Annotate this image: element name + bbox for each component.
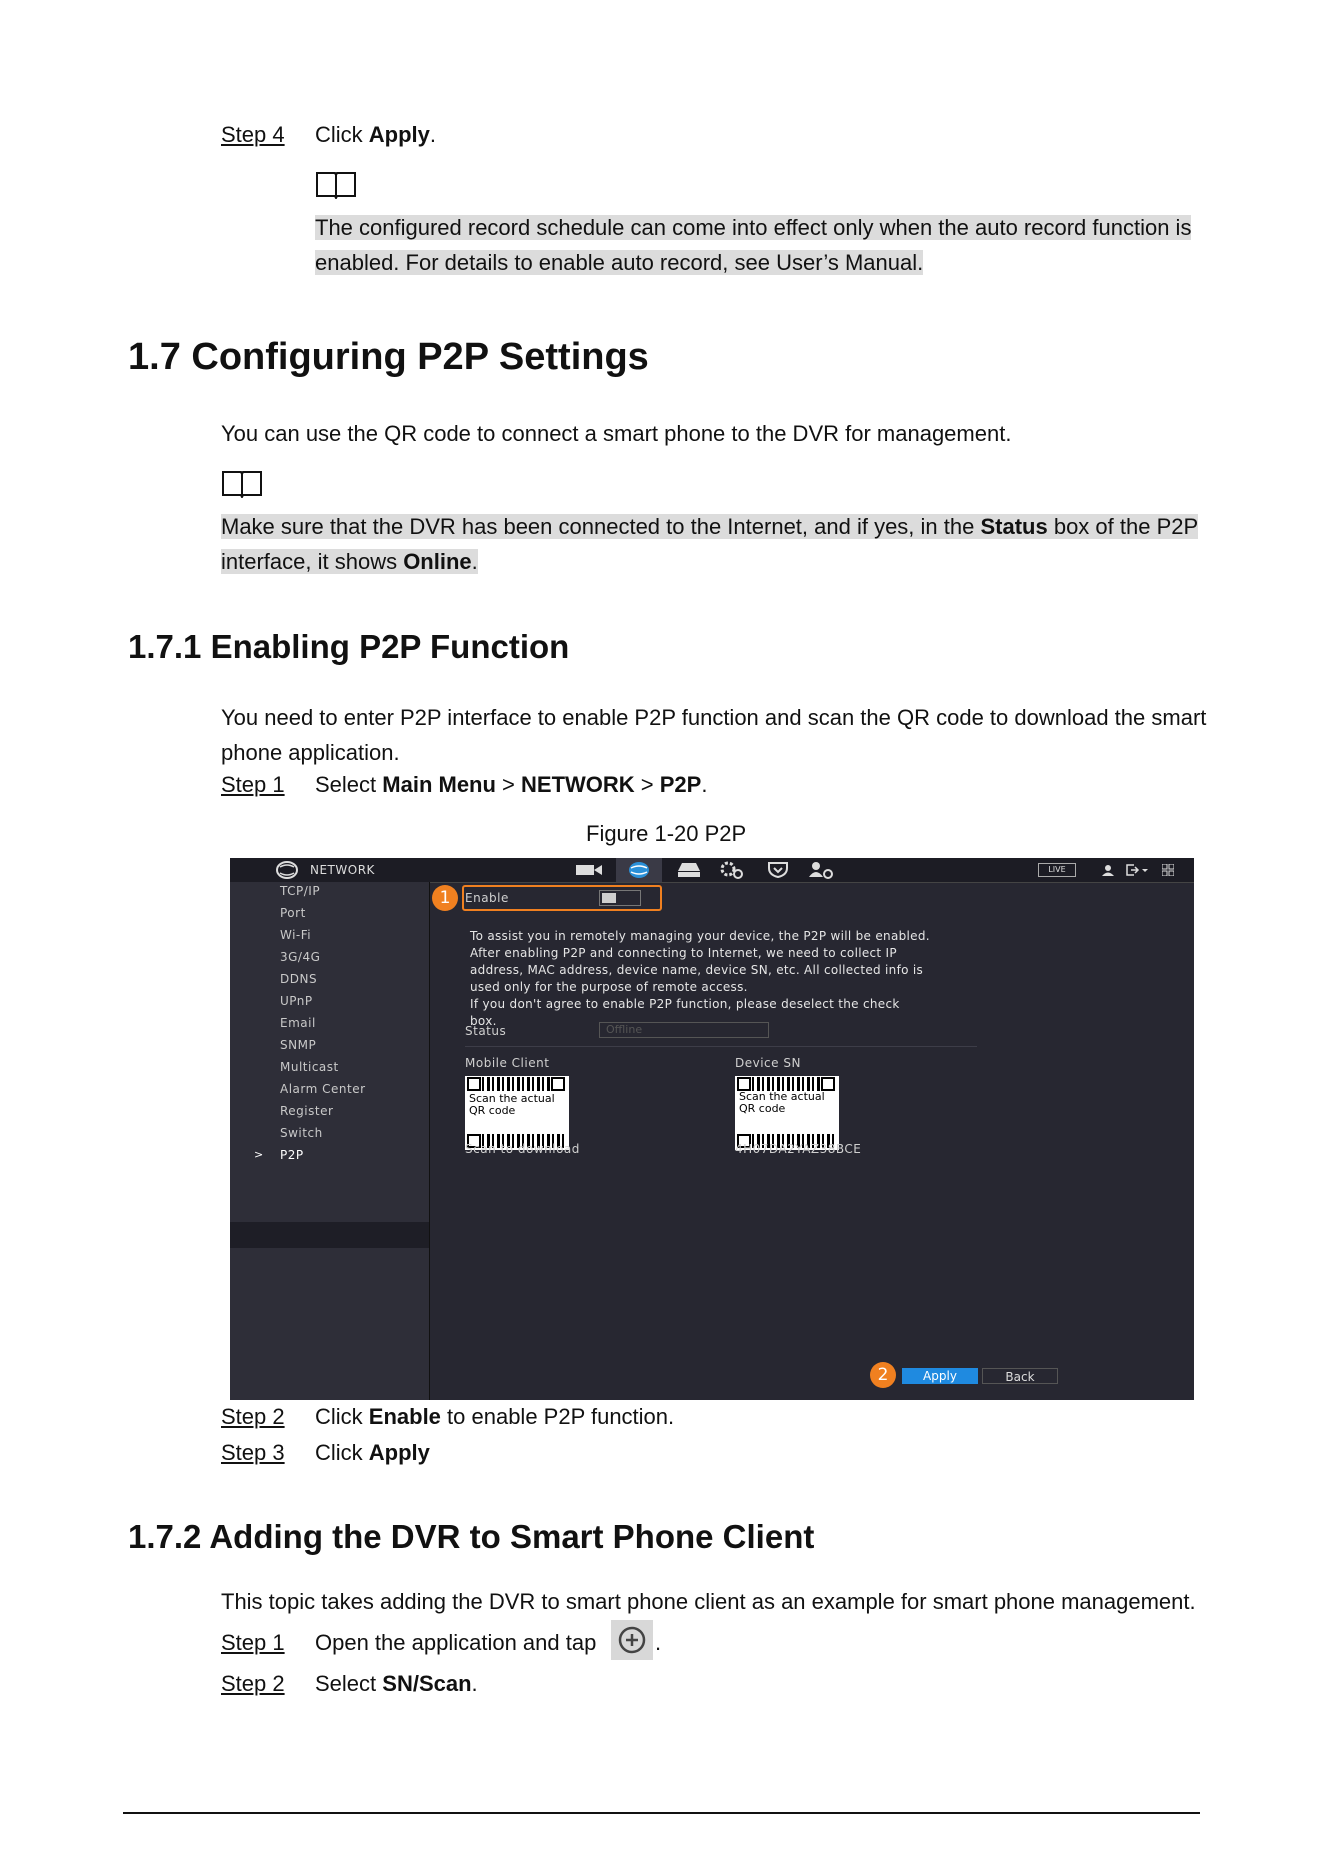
device-sn-value: 4H07DA2YAZ38BCE	[735, 1142, 862, 1156]
sidebar-selected-arrow: >	[254, 1148, 264, 1161]
storage-icon[interactable]	[678, 863, 700, 877]
network-tab-active[interactable]	[616, 858, 662, 882]
p2p-info-text: To assist you in remotely managing your device, the P2P will be enabled. After enabling P2P and connecting to Internet, we need to collect IP address, MAC address, device name, device SN, etc. All collected info is used only for the purpose of remote access. If you don't agree to enable P2P function, please deselect the check box.	[470, 929, 930, 1028]
live-button[interactable]: LIVE	[1038, 863, 1076, 877]
apply-button[interactable]: Apply	[902, 1368, 978, 1384]
dvr-top-bar	[230, 858, 1194, 883]
security-shield-icon[interactable]	[768, 862, 788, 878]
figure-caption: Figure 1-20 P2P	[586, 821, 747, 846]
callout-badge: 1	[432, 885, 458, 911]
note-book-icon	[221, 468, 263, 498]
step-label: Step 1	[221, 1630, 285, 1655]
back-button[interactable]: Back	[982, 1368, 1058, 1384]
divider	[465, 1046, 977, 1047]
network-globe-icon	[276, 861, 298, 879]
sidebar-selected-row	[230, 1222, 429, 1248]
step-text: Click Apply.	[315, 122, 437, 147]
intro-text: You can use the QR code to connect a smart phone to the DVR for management.	[221, 421, 1012, 446]
sidebar-item-snmp[interactable]: SNMP	[280, 1038, 317, 1052]
sidebar-item-p2p[interactable]: P2P	[280, 1148, 304, 1162]
enable-checkbox[interactable]	[599, 890, 641, 906]
sidebar-item-tcpip[interactable]: TCP/IP	[280, 884, 321, 898]
step-text: Click Enable to enable P2P function.	[315, 1404, 675, 1429]
sidebar-item-register[interactable]: Register	[280, 1104, 334, 1118]
step-label: Step 1	[221, 772, 285, 797]
sidebar-item-ddns[interactable]: DDNS	[280, 972, 318, 986]
p2p-panel	[430, 882, 1194, 1400]
enable-label: Enable	[465, 891, 509, 905]
subsection-heading: 1.7.2 Adding the DVR to Smart Phone Client	[128, 1518, 815, 1555]
add-device-icon[interactable]	[611, 1620, 653, 1660]
user-icon[interactable]	[1102, 864, 1114, 876]
sidebar-item-email[interactable]: Email	[280, 1016, 316, 1030]
sidebar-item-3g4g[interactable]: 3G/4G	[280, 950, 321, 964]
mobile-client-qr: Scan the actual QR code	[465, 1076, 569, 1150]
sidebar-item-port[interactable]: Port	[280, 906, 306, 920]
step-text-period: .	[655, 1630, 662, 1655]
sidebar-item-alarm-center[interactable]: Alarm Center	[280, 1082, 366, 1096]
plus-circle-icon	[611, 1620, 653, 1660]
step-text: Select SN/Scan.	[315, 1671, 478, 1696]
mobile-client-label: Mobile Client	[465, 1056, 550, 1070]
footer-rule	[123, 1812, 1200, 1814]
note-text: The configured record schedule can come into effect only when the auto record function is enabled. For details to enable auto record, see User’s Manual.	[315, 215, 1192, 275]
note-text: Make sure that the DVR has been connected to the Internet, and if yes, in the Status box of the P2P interface, it shows Online.	[221, 514, 1199, 574]
callout-badge: 2	[870, 1362, 896, 1388]
network-tab-globe-icon	[628, 861, 650, 879]
logout-icon[interactable]	[1126, 864, 1148, 876]
step-text: Open the application and tap	[315, 1630, 597, 1655]
step-text: Select Main Menu > NETWORK > P2P.	[315, 772, 708, 797]
step-label: Step 2	[221, 1671, 285, 1696]
grid-menu-icon[interactable]	[1162, 864, 1174, 876]
status-label: Status	[465, 1024, 507, 1038]
body-text: You need to enter P2P interface to enable P2P function and scan the QR code to download the smart phone application.	[221, 705, 1207, 765]
step-label: Step 2	[221, 1404, 285, 1429]
sidebar-item-upnp[interactable]: UPnP	[280, 994, 313, 1008]
section-heading: 1.7 Configuring P2P Settings	[128, 336, 649, 378]
step-label: Step 3	[221, 1440, 285, 1465]
network-sidebar	[230, 882, 430, 1400]
camera-icon[interactable]	[576, 864, 602, 876]
account-icon[interactable]	[808, 861, 834, 879]
device-sn-qr: Scan the actual QR code	[735, 1076, 839, 1150]
scan-to-download-label: Scan to download	[465, 1142, 580, 1156]
sidebar-item-multicast[interactable]: Multicast	[280, 1060, 339, 1074]
sidebar-item-switch[interactable]: Switch	[280, 1126, 323, 1140]
enable-checkbox-fill	[602, 893, 616, 903]
device-sn-label: Device SN	[735, 1056, 801, 1070]
note-book-icon	[315, 169, 357, 199]
body-text: This topic takes adding the DVR to smart phone client as an example for smart phone management.	[221, 1589, 1196, 1614]
sidebar-item-wifi[interactable]: Wi-Fi	[280, 928, 312, 942]
status-field: Offline	[599, 1022, 769, 1038]
dvr-title: NETWORK	[310, 863, 375, 877]
subsection-heading: 1.7.1 Enabling P2P Function	[128, 628, 570, 665]
step-text: Click Apply	[315, 1440, 430, 1465]
step-label: Step 4	[221, 122, 285, 147]
dvr-network-screenshot	[230, 858, 1194, 1400]
system-gears-icon[interactable]	[720, 861, 744, 879]
